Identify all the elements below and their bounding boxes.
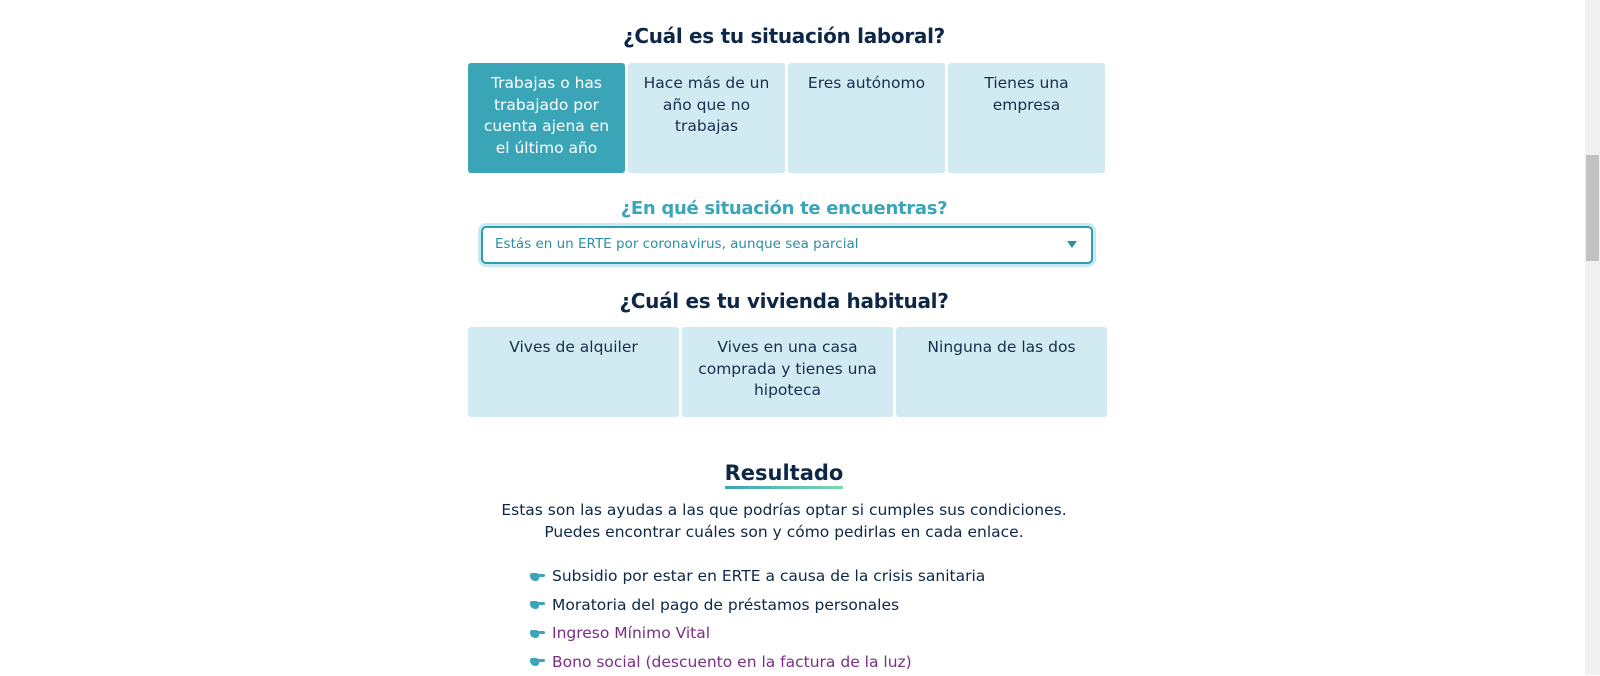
ayuda-item-label[interactable]: Moratoria del pago de préstamos personales: [552, 596, 899, 614]
vivienda-question-title: ¿Cuál es tu vivienda habitual?: [0, 289, 1568, 313]
ayuda-item-label[interactable]: Bono social (descuento en la factura de la luz): [552, 653, 912, 671]
ayuda-item-moratoria[interactable]: [530, 591, 985, 620]
option-empresa[interactable]: Tienes una empresa: [948, 63, 1105, 173]
resultado-title: [0, 458, 1568, 489]
chevron-down-icon: [1067, 241, 1077, 248]
option-cuenta-ajena[interactable]: Trabajas o has trabajado por cuenta ajena en el último año: [468, 63, 625, 173]
ayuda-item-erte[interactable]: [530, 562, 985, 591]
resultado-description-line-2: Puedes encontrar cuáles son y cómo pedirlas en cada enlace.: [0, 521, 1568, 543]
pointing-hand-icon: [530, 600, 544, 609]
pointing-hand-icon: [530, 657, 544, 666]
pointing-hand-icon: [530, 572, 544, 581]
option-sin-trabajo[interactable]: Hace más de un año que no trabajas: [628, 63, 785, 173]
ayuda-item-label[interactable]: Ingreso Mínimo Vital: [552, 624, 710, 642]
vertical-scrollbar[interactable]: [1585, 0, 1600, 675]
resultado-description-line-1: Estas son las ayudas a las que podrías optar si cumples sus condiciones.: [0, 499, 1568, 521]
ayuda-item-label[interactable]: Subsidio por estar en ERTE a causa de la crisis sanitaria: [552, 567, 985, 585]
situacion-question-title: ¿En qué situación te encuentras?: [0, 198, 1568, 219]
ayudas-list: [530, 562, 985, 676]
scrollbar-thumb[interactable]: [1586, 155, 1599, 261]
resultado-description: [0, 499, 1568, 543]
pointing-hand-icon: [530, 629, 544, 638]
ayuda-item-ingreso-minimo-vital[interactable]: [530, 619, 985, 648]
resultado-title-text: Resultado: [725, 461, 844, 489]
situacion-select-value: Estás en un ERTE por coronavirus, aunque sea parcial: [495, 236, 858, 252]
option-ninguna[interactable]: Ninguna de las dos: [896, 327, 1107, 417]
vivienda-options: [468, 327, 1107, 417]
option-hipoteca[interactable]: Vives en una casa comprada y tienes una hipoteca: [682, 327, 893, 417]
laboral-question-title: ¿Cuál es tu situación laboral?: [0, 24, 1568, 48]
situacion-select[interactable]: [481, 226, 1093, 264]
option-autonomo[interactable]: Eres autónomo: [788, 63, 945, 173]
laboral-options: [468, 63, 1105, 173]
ayuda-item-bono-social[interactable]: [530, 648, 985, 676]
option-alquiler[interactable]: Vives de alquiler: [468, 327, 679, 417]
